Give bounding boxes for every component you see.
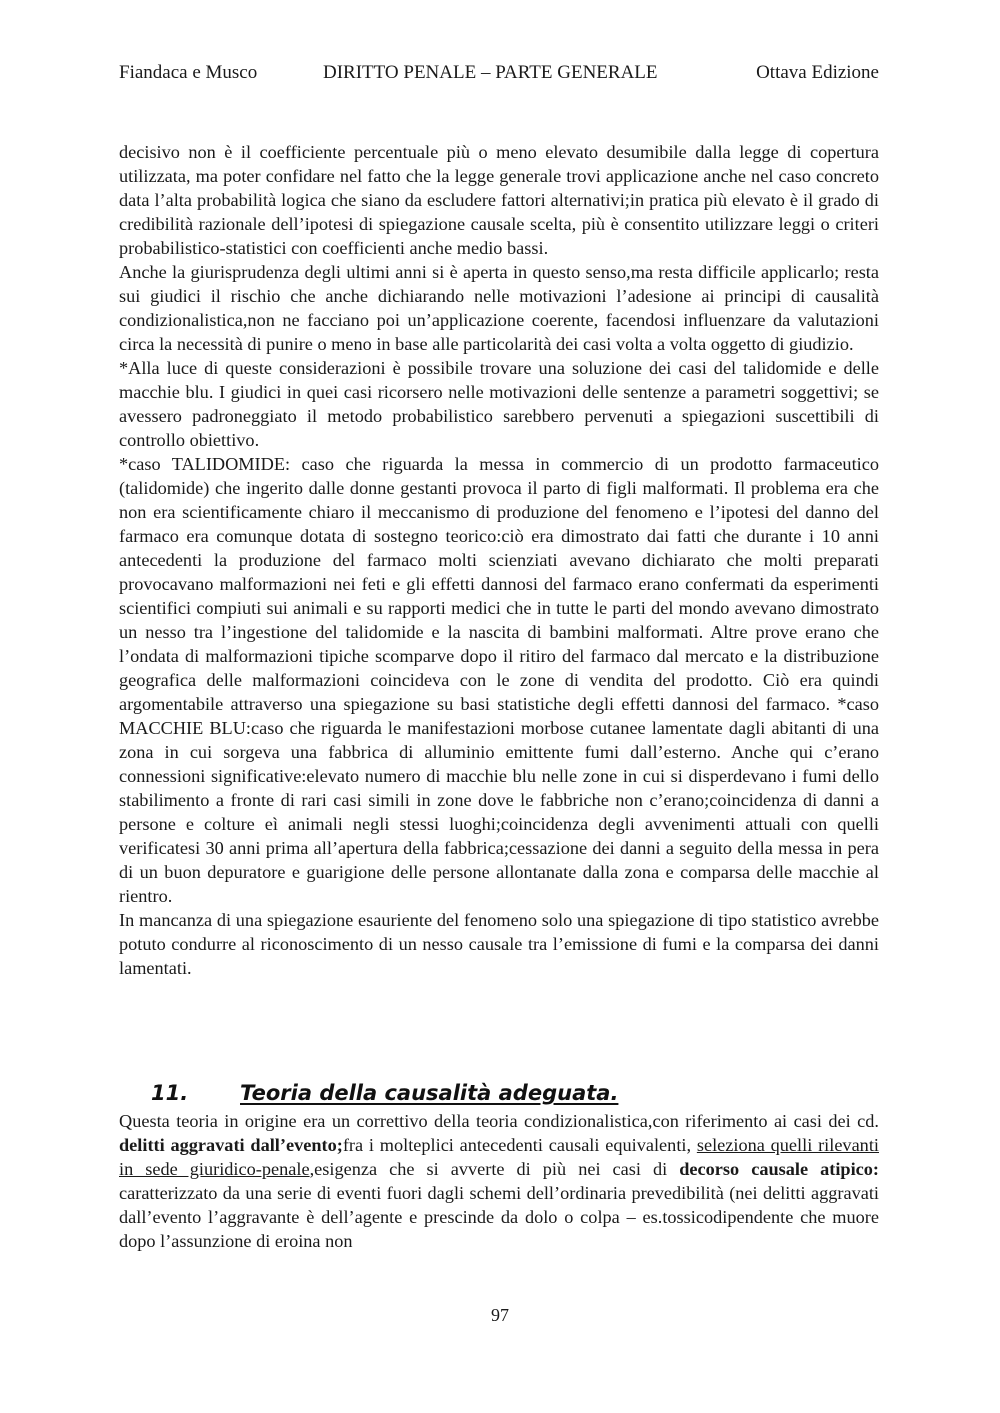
header-authors: Fiandaca e Musco bbox=[119, 62, 258, 83]
section-number: 11. bbox=[151, 1081, 189, 1105]
text-run: ,esigenza che si avverte di più nei casi di bbox=[309, 1159, 680, 1179]
section-title: Teoria della causalità adeguata. bbox=[240, 1081, 619, 1105]
section-heading bbox=[151, 1076, 879, 1110]
header-edition: Ottava Edizione bbox=[756, 62, 879, 83]
paragraph: *Alla luce di queste considerazioni è possibile trovare una soluzione dei casi del talidomide e delle macchie blu. I giudici in quei casi ricorsero nelle motivazioni delle sentenze a parametri soggettivi; se avessero padroneggiato il metodo probabilistico sarebbero pervenuti a spiegazioni suscettibili di controllo obiettivo. bbox=[119, 358, 879, 450]
text-run: caratterizzato da una serie di eventi fuori dagli schemi dell’ordinaria prevedibilità (nei delitti aggravati dall’evento l’aggravante è dell’agente e prescinde da dolo o colpa – es.tossicodipendente che muore dopo l’assunzione di eroina non bbox=[119, 1183, 879, 1251]
bold-term-delitti-aggravati: delitti aggravati dall’evento; bbox=[119, 1135, 343, 1155]
paragraph: decisivo non è il coefficiente percentuale più o meno elevato desumibile dalla legge di copertura utilizzata, ma poter confidare nel fatto che la legge generale trovi applicazione anche nel caso concreto data l’alta probabilità logica che siano da escludere fattori alternativi;in pratica più elevato è il grado di credibilità razionale dell’ipotesi di spiegazione causale scelta, più è consentito utilizzare leggi o criteri probabilistico-statistici con coefficienti anche medio bassi. bbox=[119, 142, 879, 258]
bold-term-decorso-causale: decorso causale atipico: bbox=[679, 1159, 880, 1179]
section-paragraph bbox=[119, 1109, 879, 1253]
underlined-phrase: seleziona quelli rilevanti in sede giuridico-penale bbox=[119, 1135, 879, 1179]
header-book-title: DIRITTO PENALE – PARTE GENERALE bbox=[323, 62, 658, 83]
section-body bbox=[119, 1109, 879, 1253]
text-run: Questa teoria in origine era un correttivo della teoria condizionalistica,con riferimento ai casi dei cd. bbox=[119, 1111, 879, 1131]
body-text bbox=[119, 140, 879, 980]
page-number: 97 bbox=[491, 1305, 509, 1325]
paragraph: In mancanza di una spiegazione esauriente del fenomeno solo una spiegazione di tipo statistico avrebbe potuto condurre al riconoscimento di un nesso causale tra l’emissione di fumi e la comparsa dei danni lamentati. bbox=[119, 910, 879, 978]
page-header bbox=[119, 58, 879, 88]
paragraph: Anche la giurisprudenza degli ultimi anni si è aperta in questo senso,ma resta difficile applicarlo; resta sui giudici il rischio che anche dichiarando nelle motivazioni l’adesione ai principi di causalità condizionalistica,non ne facciano poi un’applicazione coerente, facendosi influenzare da valutazioni circa la necessità di punire o meno in base alle particolarità dei casi volta a volta oggetto di giudizio. bbox=[119, 262, 879, 354]
text-run: fra i molteplici antecedenti causali equivalenti, bbox=[342, 1135, 697, 1155]
paragraph: *caso TALIDOMIDE: caso che riguarda la messa in commercio di un prodotto farmaceutico (talidomide) che ingerito dalle donne gestanti provoca il parto di figli malformati. Il problema era che non era scientificamente chiaro il meccanismo di produzione del fenomeno e l’ipotesi del danno del farmaco era comunque dotata di sostegno teorico:ciò era dimostrato dai fatti che durante i 10 anni antecedenti la produzione del farmaco molti scienziati avevano dichiarato che molti preparati provocavano malformazioni nei feti e gli effetti dannosi del farmaco erano confermati da esperimenti scientifici compiuti sui animali e su rapporti medici che in tutte le parti del mondo avevano dimostrato un nesso tra l’ingestione del talidomide e la nascita di bambini malformati. Altre prove erano che l’ondata di malformazioni tipiche scomparve dopo il ritiro del farmaco dal mercato e la distribuzione geografica delle malformazioni coincideva con le zone di vendita del prodotto. Ciò era quindi argomentabile attraverso una spiegazione su basi statistiche degli effetti dannosi del farmaco. *caso MACCHIE BLU:caso che riguarda le manifestazioni morbose cutanee lamentate dagli abitanti di una zona in cui sorgeva una fabbrica di alluminio emittente fumi dall’esterno. Anche qui c’erano connessioni significative:elevato numero di macchie blu nelle zone in cui si disperdevano i fumi dello stabilimento a fronte di rari casi simili in zone dove le fabbriche non c’erano;coincidenza di danni a persone e colture eì animali negli stessi luoghi;coincidenza degli avvenimenti attuali con quelli verificatesi 30 anni prima all’apertura della fabbrica;cessazione dei danni a seguito della messa in pera di un buon depuratore e guarigione delle persone allontanate dalla zona e comparsa delle macchie al rientro. bbox=[119, 454, 879, 906]
